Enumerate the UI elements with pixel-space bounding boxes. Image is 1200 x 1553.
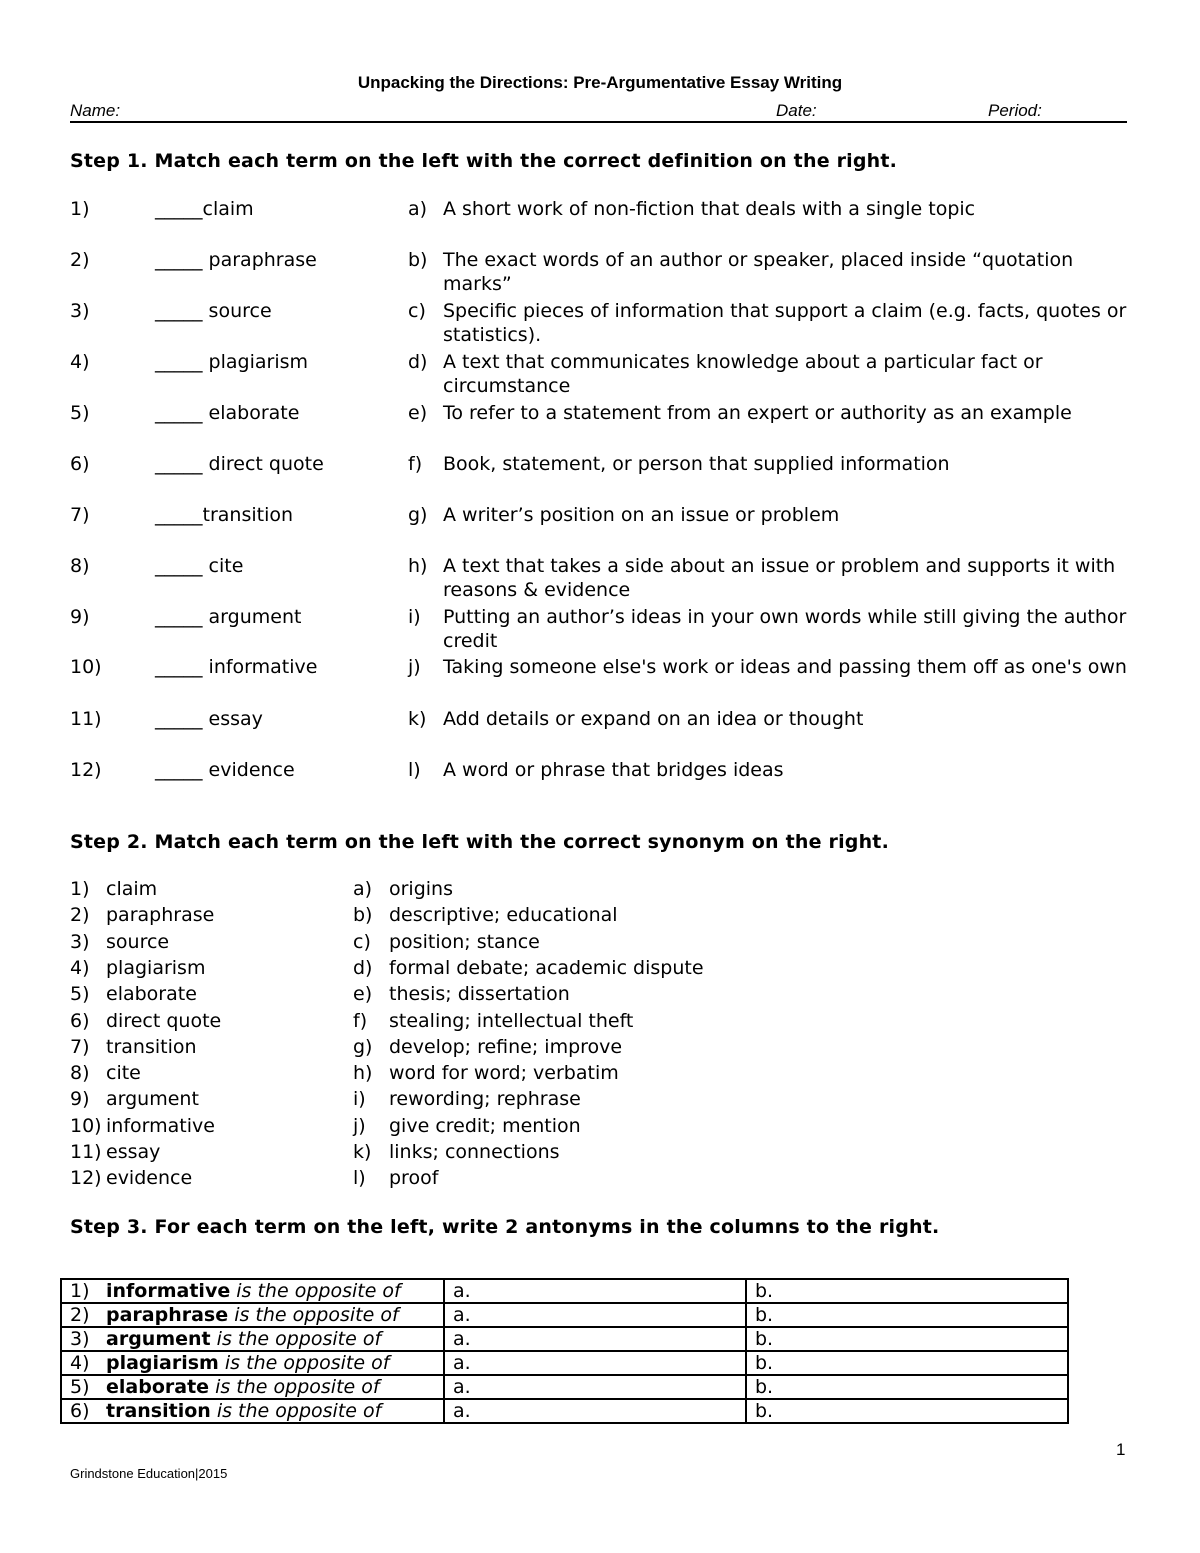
- antonym-b-cell[interactable]: b.: [746, 1399, 1068, 1423]
- antonym-row: [61, 1279, 1068, 1303]
- name-field-label: Name:: [70, 101, 121, 120]
- term-blank[interactable]: _____ essay: [155, 708, 263, 730]
- antonym-term-cell: [61, 1279, 444, 1303]
- definition-letter: c): [408, 300, 426, 322]
- synonym-letter: e): [353, 983, 373, 1006]
- term-text: essay: [106, 1141, 161, 1163]
- definition-text: A word or phrase that bridges ideas: [443, 759, 784, 781]
- definition-letter: j): [408, 656, 421, 678]
- term-text: claim: [106, 878, 158, 900]
- synonym-letter: a): [353, 878, 373, 900]
- antonym-a-cell[interactable]: a.: [444, 1375, 746, 1399]
- term-blank[interactable]: _____ paraphrase: [155, 249, 317, 271]
- definition-letter: d): [408, 351, 428, 373]
- antonym-term-cell: [61, 1399, 444, 1423]
- synonym-text: word for word; verbatim: [389, 1062, 619, 1085]
- term-number: 8): [70, 1062, 90, 1085]
- term-number: 9): [70, 1088, 90, 1111]
- footer-credit: Grindstone Education|2015: [70, 1466, 228, 1481]
- term-number: 6): [70, 1009, 90, 1032]
- definition-text: A writer’s position on an issue or problem: [443, 504, 840, 526]
- step1-instruction: Match each term on the left with the correct definition on the right.: [154, 150, 898, 172]
- opposite-phrase: is the opposite of: [216, 1400, 382, 1422]
- antonym-a-cell[interactable]: a.: [444, 1303, 746, 1327]
- synonym-letter: h): [353, 1062, 373, 1085]
- synonym-letter: d): [353, 956, 373, 979]
- antonym-b-cell[interactable]: b.: [746, 1303, 1068, 1327]
- term-blank[interactable]: _____ source: [155, 300, 272, 322]
- antonym-b-cell[interactable]: b.: [746, 1375, 1068, 1399]
- antonyms-table: [60, 1278, 1069, 1424]
- definition-text: Taking someone else's work or ideas and passing them off as one's own: [443, 656, 1127, 678]
- step2-label: Step 2.: [70, 831, 148, 853]
- antonym-term-cell: [61, 1375, 444, 1399]
- term-text: cite: [106, 1062, 141, 1085]
- term-text: source: [106, 930, 170, 953]
- definition-text: Book, statement, or person that supplied information: [443, 453, 950, 475]
- definition-letter: k): [408, 708, 427, 730]
- antonym-row: [61, 1303, 1068, 1327]
- antonym-row: [61, 1327, 1068, 1351]
- term-number: 9): [70, 606, 90, 628]
- term-number: 1): [70, 198, 90, 220]
- term-number: 7): [70, 1035, 90, 1058]
- opposite-phrase: is the opposite of: [236, 1280, 401, 1302]
- synonym-text: give credit; mention: [389, 1114, 581, 1137]
- term-text: elaborate: [106, 1376, 210, 1398]
- synonym-text: proof: [389, 1167, 439, 1190]
- synonym-text: rewording; rephrase: [389, 1088, 581, 1111]
- definition-letter: f): [408, 453, 423, 475]
- synonym-text: origins: [389, 878, 453, 900]
- term-blank[interactable]: _____transition: [155, 504, 294, 526]
- term-text: argument: [106, 1088, 199, 1111]
- period-field-label: Period:: [988, 101, 1042, 120]
- term-text: transition: [106, 1035, 197, 1058]
- antonym-row: [61, 1351, 1068, 1375]
- definition-text: To refer to a statement from an expert or authority as an example: [443, 402, 1072, 424]
- antonym-b-cell[interactable]: b.: [746, 1327, 1068, 1351]
- term-number: 5): [70, 402, 90, 424]
- opposite-phrase: is the opposite of: [216, 1328, 382, 1350]
- antonym-term-cell: [61, 1351, 444, 1375]
- definition-letter: b): [408, 249, 428, 271]
- term-number: 4): [70, 351, 90, 373]
- term-number: 4): [70, 956, 90, 979]
- synonym-letter: k): [353, 1141, 372, 1163]
- definition-text: The exact words of an author or speaker, placed inside “quotation marks”: [443, 249, 1074, 295]
- term-text: evidence: [106, 1167, 193, 1190]
- term-text: transition: [106, 1400, 211, 1422]
- antonym-row: [61, 1399, 1068, 1423]
- term-blank[interactable]: _____claim: [155, 198, 254, 220]
- term-number: 5): [70, 1376, 90, 1398]
- term-number: 1): [70, 1280, 90, 1302]
- term-number: 8): [70, 555, 90, 577]
- antonym-a-cell[interactable]: a.: [444, 1279, 746, 1303]
- page-number: 1: [1116, 1440, 1126, 1459]
- step1-heading: [70, 150, 897, 172]
- antonym-b-cell[interactable]: b.: [746, 1279, 1068, 1303]
- antonym-row: [61, 1375, 1068, 1399]
- antonym-a-cell[interactable]: a.: [444, 1399, 746, 1423]
- step3-instruction: For each term on the left, write 2 antonyms in the columns to the right.: [154, 1216, 940, 1238]
- term-number: 12): [70, 1167, 102, 1190]
- definition-letter: h): [408, 555, 428, 577]
- definition-text: Putting an author’s ideas in your own words while still giving the author credit: [443, 606, 1127, 652]
- term-blank[interactable]: _____ evidence: [155, 759, 295, 781]
- synonym-letter: c): [353, 930, 371, 953]
- term-number: 11): [70, 1141, 102, 1163]
- term-number: 3): [70, 300, 90, 322]
- synonym-letter: l): [353, 1167, 366, 1190]
- step3-heading: [70, 1216, 939, 1238]
- term-text: direct quote: [106, 1009, 222, 1032]
- term-number: 3): [70, 930, 90, 953]
- term-blank[interactable]: _____ elaborate: [155, 402, 300, 424]
- synonym-letter: f): [353, 1009, 368, 1032]
- definition-text: Specific pieces of information that support a claim (e.g. facts, quotes or statistics).: [443, 300, 1127, 346]
- date-field-label: Date:: [776, 101, 817, 120]
- term-number: 11): [70, 708, 102, 730]
- term-number: 10): [70, 656, 102, 678]
- opposite-phrase: is the opposite of: [215, 1376, 380, 1398]
- antonym-a-cell[interactable]: a.: [444, 1351, 746, 1375]
- synonym-letter: g): [353, 1035, 373, 1058]
- term-number: 3): [70, 1328, 90, 1350]
- term-number: 4): [70, 1352, 90, 1374]
- opposite-phrase: is the opposite of: [224, 1352, 390, 1374]
- term-text: paraphrase: [106, 904, 215, 927]
- synonym-text: links; connections: [389, 1141, 560, 1163]
- antonym-b-cell[interactable]: b.: [746, 1351, 1068, 1375]
- term-number: 2): [70, 1304, 90, 1326]
- step3-label: Step 3.: [70, 1216, 148, 1238]
- term-number: 5): [70, 983, 90, 1006]
- synonym-text: formal debate; academic dispute: [389, 956, 704, 979]
- term-blank[interactable]: _____ argument: [155, 606, 302, 628]
- term-text: plagiarism: [106, 1352, 219, 1374]
- definition-letter: l): [408, 759, 421, 781]
- term-text: informative: [106, 1114, 215, 1137]
- definition-letter: a): [408, 198, 428, 220]
- term-number: 2): [70, 904, 90, 927]
- synonym-text: descriptive; educational: [389, 904, 618, 927]
- term-number: 1): [70, 878, 90, 900]
- synonym-text: thesis; dissertation: [389, 983, 570, 1006]
- term-text: plagiarism: [106, 956, 206, 979]
- antonym-term-cell: [61, 1327, 444, 1351]
- term-number: 6): [70, 1400, 90, 1422]
- page-title: Unpacking the Directions: Pre-Argumentative Essay Writing: [357, 73, 843, 92]
- term-text: informative: [106, 1280, 231, 1302]
- definition-letter: e): [408, 402, 428, 424]
- term-blank[interactable]: _____ cite: [155, 555, 244, 577]
- term-number: 6): [70, 453, 90, 475]
- definition-letter: g): [408, 504, 428, 526]
- term-blank[interactable]: _____ direct quote: [155, 453, 324, 475]
- term-text: elaborate: [106, 983, 197, 1006]
- term-blank[interactable]: _____ plagiarism: [155, 351, 309, 373]
- antonym-term-cell: [61, 1303, 444, 1327]
- term-text: argument: [106, 1328, 211, 1350]
- definition-text: Add details or expand on an idea or thought: [443, 708, 864, 730]
- term-number: 10): [70, 1114, 102, 1137]
- synonym-letter: j): [353, 1114, 366, 1137]
- synonym-text: position; stance: [389, 930, 540, 953]
- term-text: paraphrase: [106, 1304, 229, 1326]
- definition-letter: i): [408, 606, 421, 628]
- synonym-letter: b): [353, 904, 373, 927]
- synonym-text: stealing; intellectual theft: [389, 1009, 634, 1032]
- definition-text: A text that takes a side about an issue or problem and supports it with reasons & evidence: [443, 555, 1116, 601]
- step2-instruction: Match each term on the left with the correct synonym on the right.: [154, 831, 890, 853]
- step2-heading: [70, 831, 889, 853]
- opposite-phrase: is the opposite of: [234, 1304, 399, 1326]
- term-blank[interactable]: _____ informative: [155, 656, 318, 678]
- step1-label: Step 1.: [70, 150, 148, 172]
- definition-text: A text that communicates knowledge about a particular fact or circumstance: [443, 351, 1043, 397]
- term-number: 7): [70, 504, 90, 526]
- student-info-bar: [70, 99, 1127, 123]
- antonym-a-cell[interactable]: a.: [444, 1327, 746, 1351]
- definition-text: A short work of non-fiction that deals with a single topic: [443, 198, 976, 220]
- term-number: 12): [70, 759, 102, 781]
- synonym-letter: i): [353, 1088, 366, 1111]
- synonym-text: develop; refine; improve: [389, 1035, 623, 1058]
- term-number: 2): [70, 249, 90, 271]
